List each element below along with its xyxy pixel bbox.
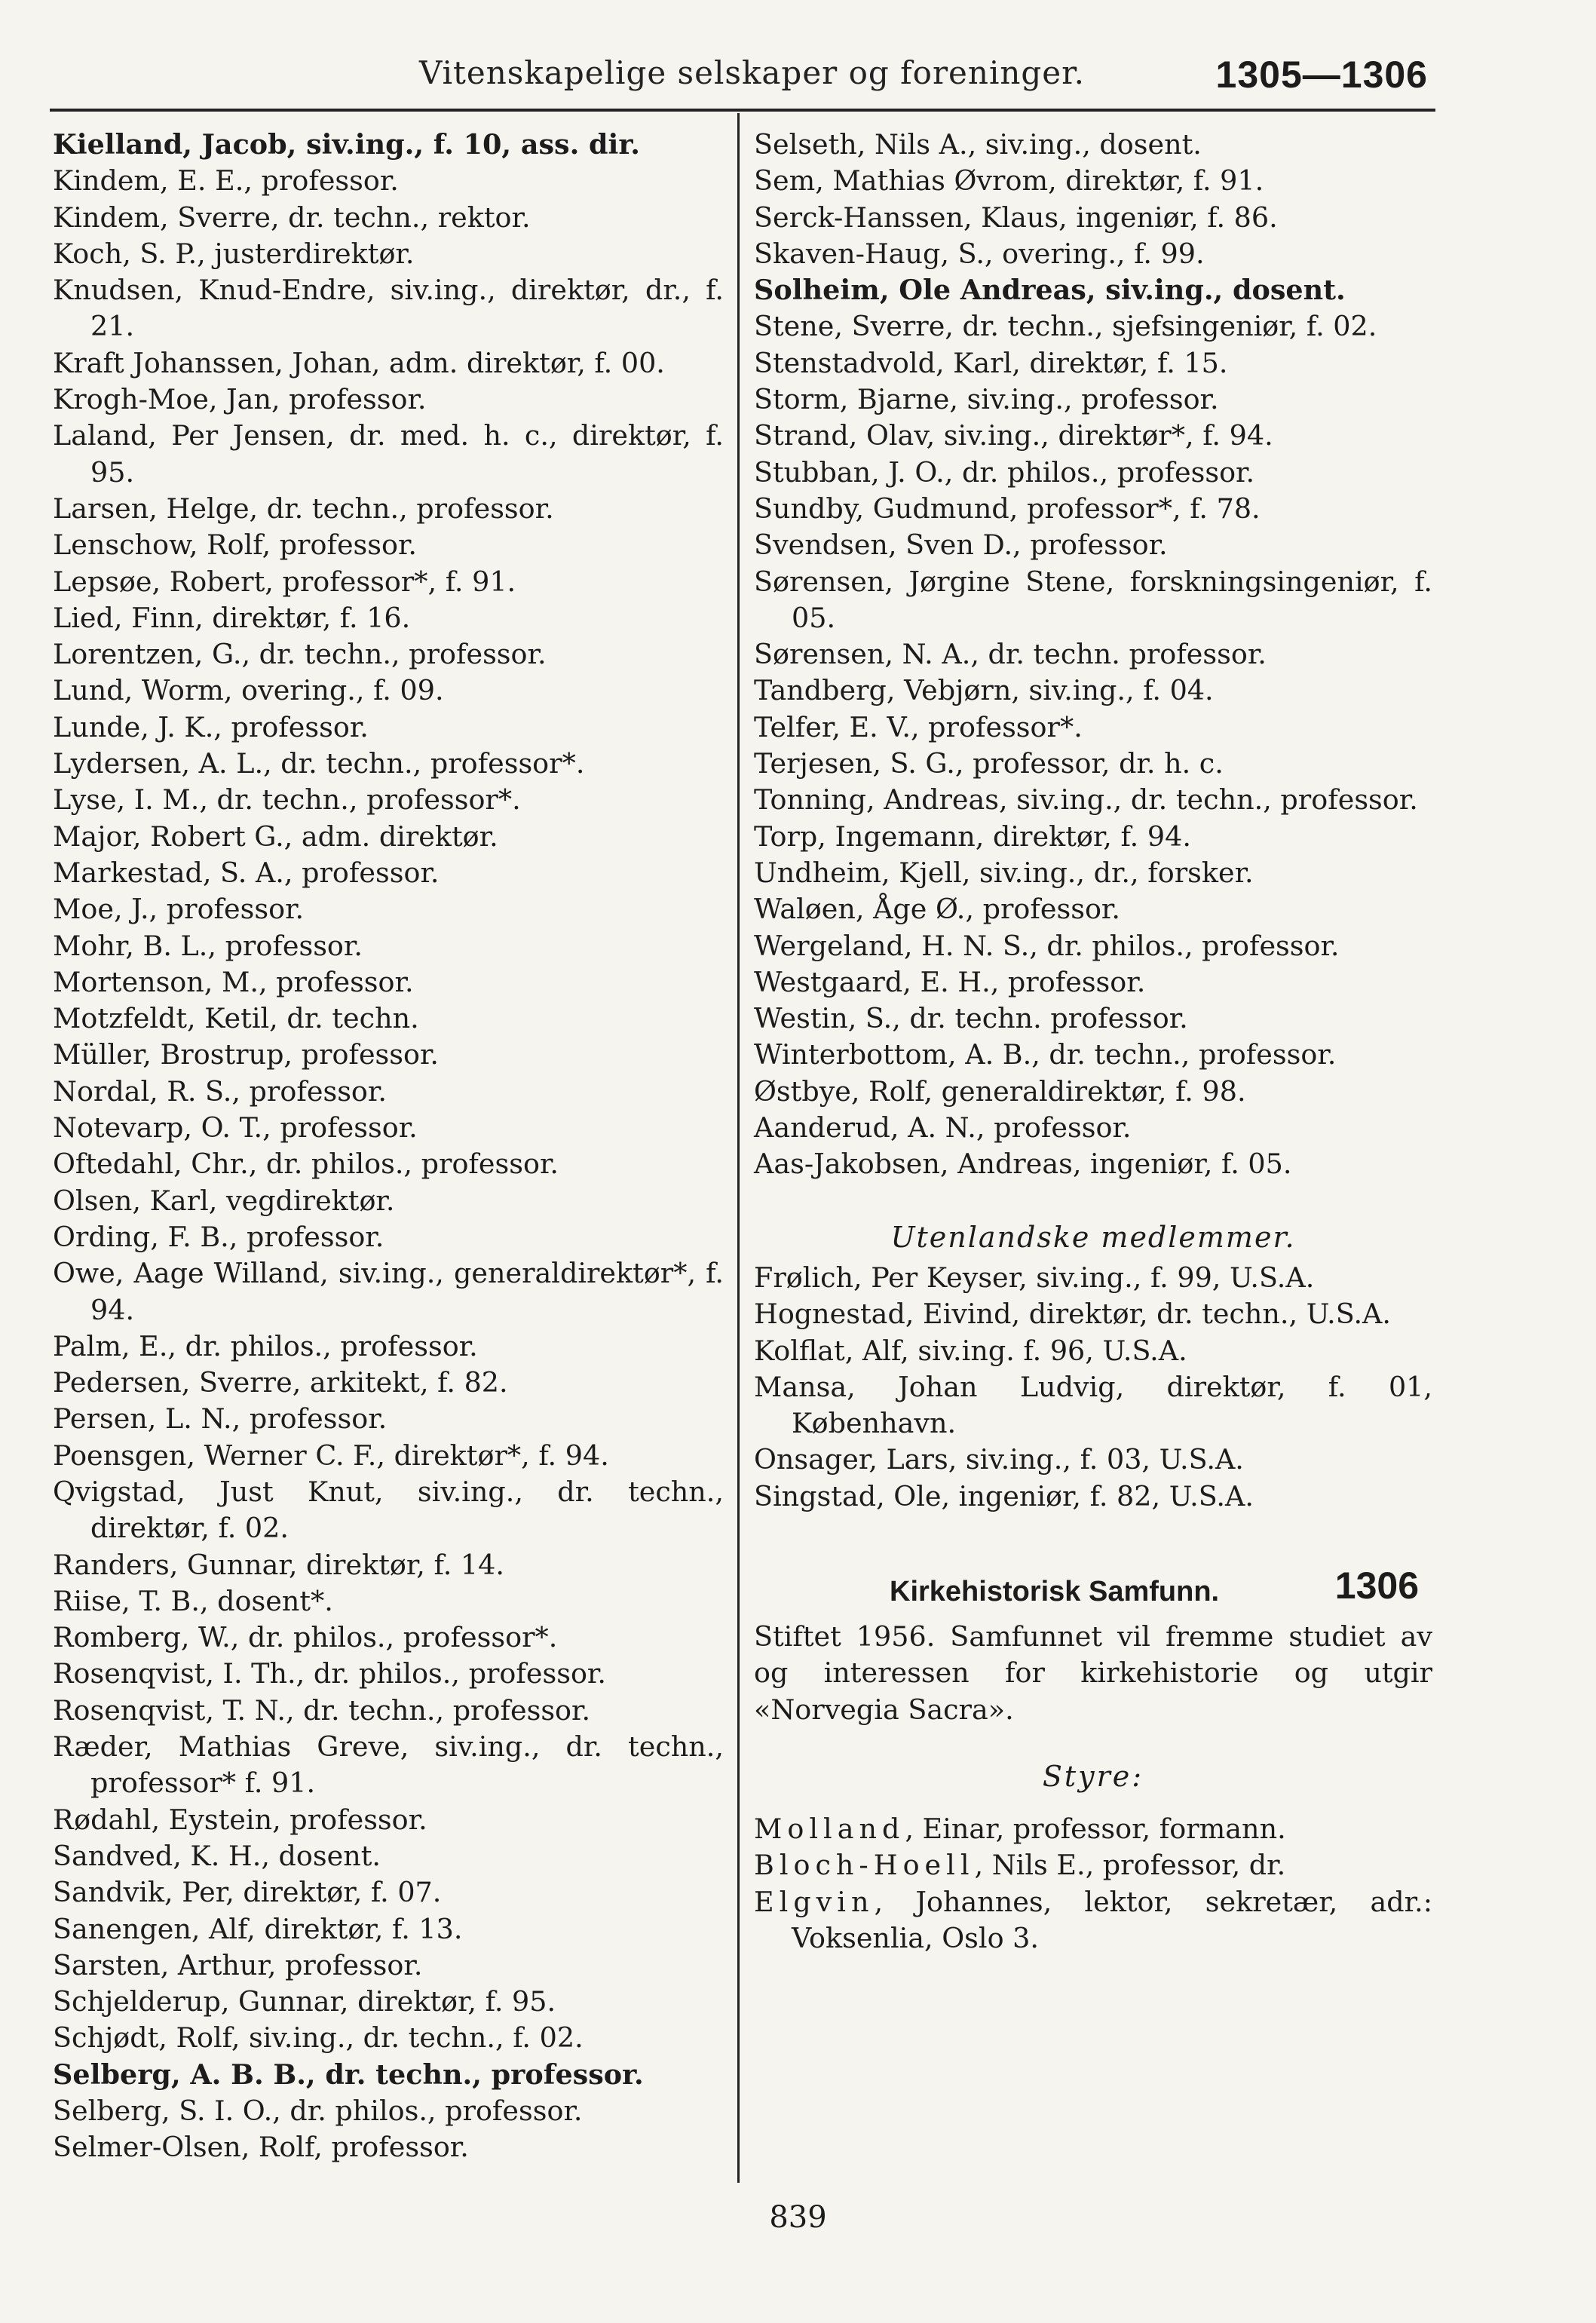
page-header — [50, 50, 1435, 110]
member-entry: Østbye, Rolf, generaldirektør, f. 98. — [754, 1074, 1246, 1108]
column-divider — [737, 113, 740, 2183]
member-entry: Storm, Bjarne, siv.ing., professor. — [754, 383, 1219, 416]
member-entry: Selberg, S. I. O., dr. philos., professor. — [53, 2095, 583, 2128]
member-entry: Frølich, Per Keyser, siv.ing., f. 99, U.S.A. — [754, 1261, 1315, 1294]
member-entry: Tonning, Andreas, siv.ing., dr. techn., professor. — [754, 783, 1418, 817]
board-heading: Styre: — [1042, 1759, 1144, 1793]
member-entry: Lunde, J. K., professor. — [53, 710, 369, 743]
board-member-name: Elgvin — [754, 1885, 875, 1918]
member-entry: Stene, Sverre, dr. techn., sjefsingeniør, f. 02. — [754, 310, 1377, 343]
member-entry: Westin, S., dr. techn. professor. — [754, 1002, 1188, 1035]
member-entry: Sem, Mathias Øvrom, direktør, f. 91. — [754, 164, 1264, 198]
member-entry: Skaven-Haug, S., overing., f. 99. — [754, 237, 1205, 270]
page-number: 839 — [769, 2200, 827, 2235]
member-entry: Randers, Gunnar, direktør, f. 14. — [53, 1548, 504, 1581]
member-entry: Stubban, J. O., dr. philos., professor. — [754, 455, 1255, 489]
member-entry: Lenschow, Rolf, professor. — [53, 529, 418, 562]
member-entry: Lepsøe, Robert, professor*, f. 91. — [53, 565, 516, 598]
member-entry: Sarsten, Arthur, professor. — [53, 1948, 423, 1981]
member-entry: Sandved, K. H., dosent. — [53, 1839, 381, 1872]
member-entry: Lorentzen, G., dr. techn., professor. — [53, 638, 547, 671]
organization-description: Stiftet 1956. Samfunnet vil fremme studiet av og interessen for kirkehistorie og utgir «Norvegia Sacra». — [754, 1620, 1432, 1726]
member-entry: Larsen, Helge, dr. techn., professor. — [53, 492, 554, 525]
board-member-name: Molland — [754, 1813, 905, 1846]
member-entry: Laland, Per Jensen, dr. med. h. c., direktør, f. 95. — [53, 419, 724, 489]
member-entry: Schjelderup, Gunnar, direktør, f. 95. — [53, 1985, 556, 2018]
board-member — [754, 1884, 1432, 1957]
member-entry: Westgaard, E. H., professor. — [754, 965, 1146, 998]
member-entry: Pedersen, Sverre, arkitekt, f. 82. — [53, 1366, 508, 1399]
member-entry: Lydersen, A. L., dr. techn., professor*. — [53, 747, 585, 780]
section-range: 1305—1306 — [1215, 54, 1428, 96]
right-column — [754, 127, 1432, 1957]
member-entry: Sanengen, Alf, direktør, f. 13. — [53, 1912, 463, 1945]
member-entry: Lund, Worm, overing., f. 09. — [53, 674, 444, 707]
member-entry: Kielland, Jacob, siv.ing., f. 10, ass. dir. — [53, 128, 640, 161]
member-entry: Torp, Ingemann, direktør, f. 94. — [754, 820, 1191, 853]
running-title: Vitenskapelige selskaper og foreninger. — [419, 54, 1085, 91]
member-entry: Ræder, Mathias Greve, siv.ing., dr. techn., professor* f. 91. — [53, 1730, 724, 1800]
member-entry: Lied, Finn, direktør, f. 16. — [53, 601, 411, 634]
member-entry: Sundby, Gudmund, professor*, f. 78. — [754, 492, 1261, 525]
member-entry: Riise, T. B., dosent*. — [53, 1584, 333, 1617]
board-member-details: , Einar, professor, formann. — [905, 1813, 1286, 1846]
member-entry: Svendsen, Sven D., professor. — [754, 529, 1168, 562]
member-entry: Persen, L. N., professor. — [53, 1402, 388, 1436]
foreign-members-list — [754, 1260, 1432, 1515]
board-list — [754, 1811, 1432, 1957]
member-entry: Müller, Brostrup, professor. — [53, 1038, 440, 1071]
member-entry: Wergeland, H. N. S., dr. philos., professor. — [754, 929, 1340, 962]
member-entry: Qvigstad, Just Knut, siv.ing., dr. techn., direktør, f. 02. — [53, 1475, 724, 1545]
member-entry: Aas-Jakobsen, Andreas, ingeniør, f. 05. — [754, 1148, 1292, 1181]
member-entry: Owe, Aage Willand, siv.ing., generaldirektør*, f. 94. — [53, 1257, 724, 1326]
foreign-members-heading: Utenlandske medlemmer. — [890, 1220, 1296, 1254]
member-entry: Sørensen, N. A., dr. techn. professor. — [754, 638, 1267, 671]
board-member — [754, 1847, 1432, 1883]
board-member-details: , Nils E., professor, dr. — [974, 1849, 1286, 1882]
member-entry: Moe, J., professor. — [53, 893, 305, 926]
organization-name: Kirkehistorisk Samfunn. — [890, 1575, 1220, 1607]
board-member-details: , Johannes, lektor, sekretær, adr.: Voksenlia, Oslo 3. — [792, 1885, 1432, 1955]
member-list-continued — [754, 127, 1432, 1183]
member-entry: Rosenqvist, T. N., dr. techn., professor. — [53, 1693, 591, 1727]
member-entry: Aanderud, A. N., professor. — [754, 1111, 1132, 1145]
member-entry: Winterbottom, A. B., dr. techn., professor. — [754, 1038, 1337, 1071]
member-entry: Notevarp, O. T., professor. — [53, 1111, 418, 1145]
board-member — [754, 1811, 1432, 1847]
member-entry: Stenstadvold, Karl, direktør, f. 15. — [754, 346, 1228, 379]
member-entry: Undheim, Kjell, siv.ing., dr., forsker. — [754, 856, 1254, 889]
member-entry: Selseth, Nils A., siv.ing., dosent. — [754, 128, 1202, 161]
member-entry: Mortenson, M., professor. — [53, 965, 414, 998]
organization-heading — [754, 1564, 1432, 1614]
member-entry: Oftedahl, Chr., dr. philos., professor. — [53, 1148, 559, 1181]
member-entry: Mohr, B. L., professor. — [53, 929, 363, 962]
member-entry: Onsager, Lars, siv.ing., f. 03, U.S.A. — [754, 1443, 1244, 1476]
member-entry: Romberg, W., dr. philos., professor*. — [53, 1621, 558, 1654]
member-entry: Ording, F. B., professor. — [53, 1220, 384, 1253]
member-entry: Kolflat, Alf, siv.ing. f. 96, U.S.A. — [754, 1334, 1187, 1367]
member-entry: Lyse, I. M., dr. techn., professor*. — [53, 783, 521, 817]
member-entry: Kindem, E. E., professor. — [53, 164, 399, 198]
organization-number: 1306 — [1334, 1564, 1419, 1607]
board-member-name: Bloch-Hoell — [754, 1849, 975, 1882]
member-entry: Sandvik, Per, direktør, f. 07. — [53, 1876, 442, 1909]
header-rule — [50, 109, 1435, 112]
member-entry: Motzfeldt, Ketil, dr. techn. — [53, 1002, 419, 1035]
member-entry: Waløen, Åge Ø., professor. — [754, 893, 1120, 926]
member-entry: Koch, S. P., justerdirektør. — [53, 237, 415, 270]
member-entry: Tandberg, Vebjørn, siv.ing., f. 04. — [754, 674, 1214, 707]
member-entry: Terjesen, S. G., professor, dr. h. c. — [754, 747, 1224, 780]
member-entry: Mansa, Johan Ludvig, direktør, f. 01, København. — [754, 1370, 1432, 1440]
member-entry: Rødahl, Eystein, professor. — [53, 1803, 427, 1836]
member-entry: Nordal, R. S., professor. — [53, 1074, 387, 1108]
member-entry: Serck-Hanssen, Klaus, ingeniør, f. 86. — [754, 201, 1278, 234]
member-entry: Singstad, Ole, ingeniør, f. 82, U.S.A. — [754, 1479, 1254, 1512]
member-entry: Rosenqvist, I. Th., dr. philos., professor. — [53, 1657, 606, 1690]
member-entry: Poensgen, Werner C. F., direktør*, f. 94. — [53, 1439, 609, 1472]
member-entry: Solheim, Ole Andreas, siv.ing., dosent. — [754, 274, 1346, 307]
member-entry: Kraft Johanssen, Johan, adm. direktør, f. 00. — [53, 346, 665, 379]
member-entry: Kindem, Sverre, dr. techn., rektor. — [53, 201, 531, 234]
member-entry: Hognestad, Eivind, direktør, dr. techn., U.S.A. — [754, 1298, 1392, 1331]
left-column — [53, 127, 724, 2166]
member-entry: Palm, E., dr. philos., professor. — [53, 1329, 478, 1362]
member-entry: Telfer, E. V., professor*. — [754, 710, 1083, 743]
member-entry: Major, Robert G., adm. direktør. — [53, 820, 498, 853]
member-entry: Selberg, A. B. B., dr. techn., professor. — [53, 2058, 644, 2091]
member-entry: Schjødt, Rolf, siv.ing., dr. techn., f. 02. — [53, 2021, 584, 2055]
member-entry: Strand, Olav, siv.ing., direktør*, f. 94. — [754, 419, 1273, 452]
member-entry: Markestad, S. A., professor. — [53, 856, 440, 889]
member-entry: Olsen, Karl, vegdirektør. — [53, 1184, 395, 1217]
member-entry: Krogh-Moe, Jan, professor. — [53, 383, 427, 416]
member-entry: Knudsen, Knud-Endre, siv.ing., direktør, dr., f. 21. — [53, 274, 724, 343]
member-entry: Sørensen, Jørgine Stene, forskningsingeniør, f. 05. — [754, 565, 1432, 634]
member-entry: Selmer-Olsen, Rolf, professor. — [53, 2131, 469, 2164]
